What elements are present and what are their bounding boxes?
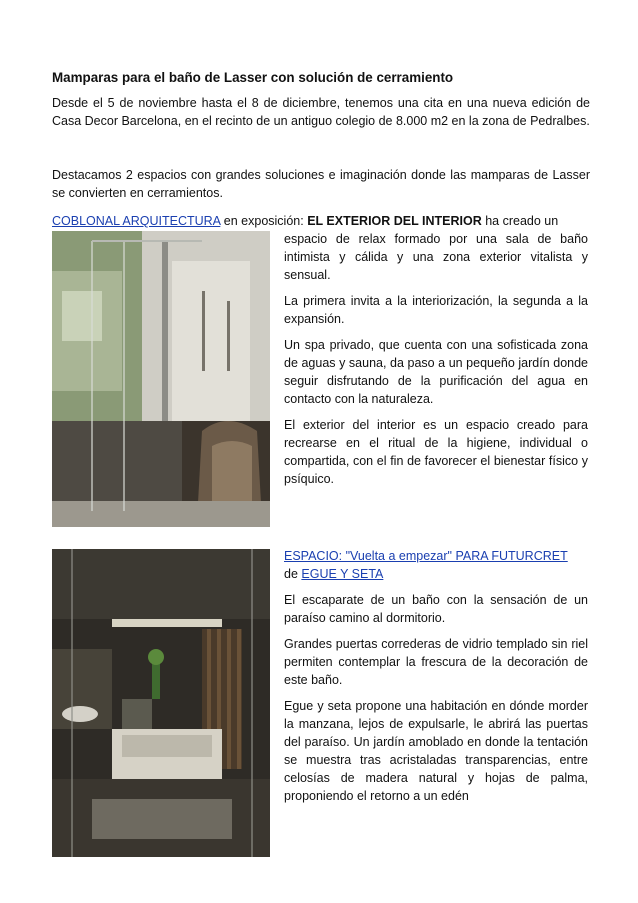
- intro-paragraph-2: Destacamos 2 espacios con grandes soluciones e imaginación donde las mamparas de Lasser se convierten en cerramientos.: [52, 168, 590, 200]
- section2-paragraph-1: El escaparate de un baño con la sensación de un paraíso camino al dormitorio.: [284, 593, 588, 625]
- intro-paragraph-1: Desde el 5 de noviembre hasta el 8 de diciembre, tenemos una cita en una nueva edición de Casa Decor Barcelona, en el recinto de un antiguo colegio de 8.000 m2 en la zona de Pedralbes.: [52, 96, 590, 128]
- egue-y-seta-link[interactable]: EGUE Y SETA: [301, 567, 384, 581]
- section2-column: [284, 547, 588, 813]
- shower-photo: [52, 231, 270, 527]
- shower-photo-graphic: [52, 231, 270, 527]
- section2-paragraph-2: Grandes puertas correderas de vidrio templado sin riel permiten contemplar la frescura de la decoración de este baño.: [284, 637, 588, 687]
- bathroom-photo-graphic: [52, 549, 270, 857]
- espacio-link[interactable]: ESPACIO: "Vuelta a empezar" PARA FUTURCRET: [284, 549, 568, 563]
- coblonal-link[interactable]: COBLONAL ARQUITECTURA: [52, 214, 221, 228]
- section2-heading: [284, 547, 588, 583]
- page-title: Mamparas para el baño de Lasser con solución de cerramiento: [52, 70, 454, 85]
- section1-bold-title: EL EXTERIOR DEL INTERIOR: [307, 214, 482, 228]
- section1-paragraph-2: Un spa privado, que cuenta con una sofisticada zona de aguas y sauna, da paso a un pequeño jardín donde seguir disfrutando de la purificación del agua en contacto con la naturaleza.: [284, 338, 588, 406]
- bathroom-photo: [52, 549, 270, 857]
- section1-lead: [52, 212, 592, 230]
- section2-de-text: de: [284, 567, 302, 581]
- section1-mid-text: en exposición:: [220, 214, 308, 228]
- section1-lead-rest: ha creado un: [481, 214, 559, 228]
- section2-paragraph-3: Egue y seta propone una habitación en dónde morder la manzana, lejos de expulsarle, le abrirá las puertas del paraíso. Un jardín amoblado en donde la tentación se muestra tras acristaladas transparencias, entre celosías de madera natural y hojas de palma, proponiendo el retorno a un edén: [284, 699, 588, 803]
- section1-column: [284, 230, 588, 496]
- section1-col-first: espacio de relax formado por una sala de baño intimista y cálida y una zona exterior vitalista y sensual.: [284, 232, 588, 282]
- section1-paragraph-3: El exterior del interior es un espacio creado para recrearse en el ritual de la higiene, individual o compartida, con el fin de favorecer el bienestar físico y psíquico.: [284, 418, 588, 486]
- section1-paragraph-1: La primera invita a la interiorización, la segunda a la expansión.: [284, 294, 588, 326]
